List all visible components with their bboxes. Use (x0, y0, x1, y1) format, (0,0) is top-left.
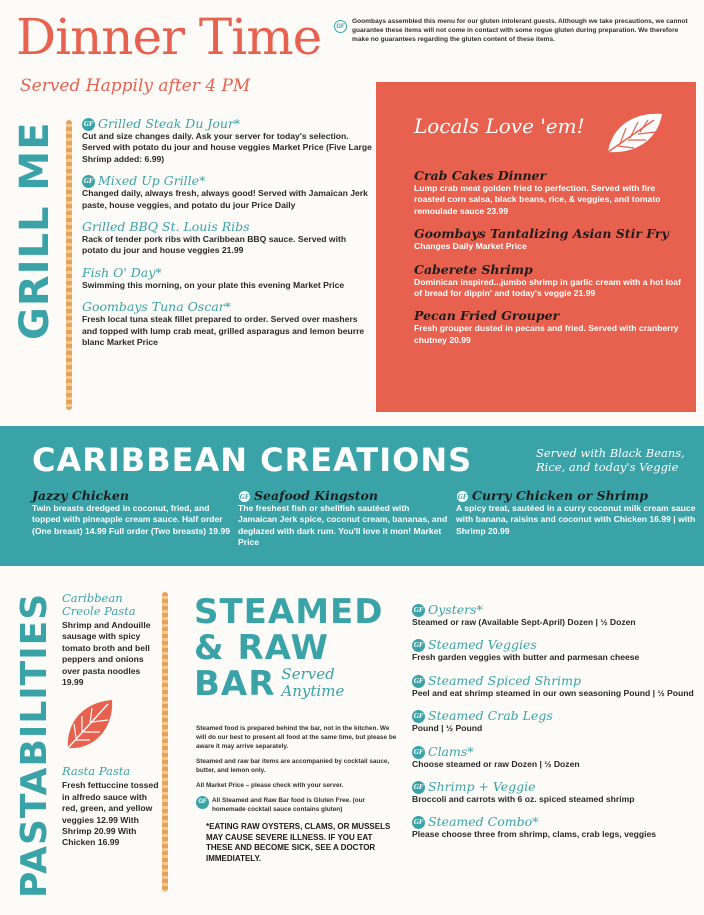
item-title: Shrimp + Veggie (428, 779, 536, 795)
gluten-free-icon: GF (456, 490, 469, 503)
item-description: Changes Daily Market Price (414, 241, 527, 252)
steamed-heading-line: STEAMED (194, 592, 384, 632)
item-title: Pecan Fried Grouper (414, 308, 560, 324)
item-description: Please choose three from shrimp, clams, crab legs, veggies (412, 829, 657, 840)
note-text: Steamed food is prepared behind the bar, not in the kitchen. We will do our best to present all food at the same time, but please be aware it may arrive separately. (196, 725, 397, 750)
gluten-free-icon: GF (334, 20, 347, 33)
item-description: The freshest fish or shellfish sautéed with Jamaican Jerk spice, coconut cream, bananas, and deglazed with dark rum. You'll love it mon! Market Price (238, 503, 448, 548)
gluten-disclaimer: Goombays assembled this menu for our gluten intolerant guests. Although we take precautions, we cannot guarantee these items will not come in contact with some rogue gluten during preparation. We therefore make no guarantees regarding the gluten content of these items. (352, 18, 688, 43)
menu-item (82, 265, 372, 291)
item-description: Changed daily, always fresh, always good! Served with Jamaican Jerk paste, house veggies, and potato du jour Price Daily (82, 188, 368, 210)
wheat-decoration (162, 592, 168, 892)
item-description: Dominican inspired...jumbo shrimp in garlic cream with a hot loaf of bread for dippin' and today's veggie 21.99 (414, 276, 681, 299)
menu-item (412, 744, 700, 770)
menu-item (82, 173, 372, 211)
gluten-free-icon: GF (412, 604, 425, 617)
item-title: Seafood Kingston (254, 488, 378, 503)
pasta-menu (62, 592, 162, 849)
page-title: Dinner Time (16, 8, 322, 66)
menu-item (32, 488, 232, 537)
menu-item (62, 592, 162, 688)
menu-item (414, 168, 684, 217)
menu-item (238, 488, 450, 549)
gluten-free-icon: GF (412, 710, 425, 723)
item-description: Rack of tender pork ribs with Caribbean BBQ sauce. Served with potato du jour and house veggies 21.99 (82, 234, 347, 256)
item-title: Jazzy Chicken (32, 488, 129, 503)
item-title: Fish O' Day* (82, 264, 162, 280)
raw-food-warning: *EATING RAW OYSTERS, CLAMS, OR MUSSELS MAY CAUSE SEVERE ILLNESS. IF YOU EAT THESE AND BECOME SICK, SEE A DOCTOR IMMEDIATELY. (206, 822, 391, 863)
menu-item (412, 779, 700, 805)
item-title: Caribbean Creole Pasta (62, 591, 136, 618)
section-label-grill-me: GRILL ME (12, 121, 58, 340)
locals-love-em-panel (376, 82, 696, 412)
gluten-free-icon: GF (412, 639, 425, 652)
item-description: Fresh fettuccine tossed in alfredo sauce with red, green, and yellow veggies 12.99 With Shrimp 20.99 With Chicken 16.99 (62, 780, 159, 848)
steamed-heading-script: Served Anytime (281, 665, 345, 700)
item-description: Choose steamed or raw Dozen | ½ Dozen (412, 758, 580, 769)
item-title: Steamed Veggies (428, 637, 537, 653)
item-title: Crab Cakes Dinner (414, 168, 547, 183)
item-title: Steamed Spiced Shrimp (428, 672, 582, 688)
item-description: Peel and eat shrimp steamed in our own seasoning Pound | ½ Pound (412, 687, 694, 698)
menu-item (82, 116, 372, 165)
menu-item (412, 637, 700, 663)
caribbean-creations-band (0, 426, 704, 566)
item-description: Fresh grouper dusted in pecans and fried. Served with cranberry chutney 20.99 (414, 323, 679, 345)
gluten-free-icon: GF (412, 816, 425, 829)
steamed-heading-line: BAR (194, 664, 276, 704)
menu-item (412, 814, 700, 840)
item-title: Mixed Up Grille* (98, 173, 206, 189)
leaf-icon (62, 696, 118, 756)
steamed-heading-line: & RAW (194, 628, 329, 668)
caribbean-note: Served with Black Beans, Rice, and today's Veggie (536, 446, 685, 474)
item-title: Steamed Combo* (428, 814, 539, 830)
page-subtitle: Served Happily after 4 PM (20, 76, 251, 96)
steamed-heading (194, 594, 384, 702)
grill-menu (82, 116, 372, 348)
menu-item (414, 226, 684, 252)
steamed-notes (196, 724, 398, 864)
item-description: Lump crab meat golden fried to perfection. Served with fire roasted corn salsa, black beans, rice, & veggies, and tomato remoulade sauce 23.99 (414, 183, 661, 216)
item-title: Rasta Pasta (62, 764, 131, 779)
menu-item (412, 708, 700, 734)
menu-item (62, 765, 162, 848)
item-title: Clams* (428, 743, 474, 759)
menu-item (414, 308, 684, 346)
item-description: Shrimp and Andouille sausage with spicy tomato broth and bell peppers and onions over pasta noodles 19.99 (62, 620, 151, 688)
item-title: Oysters* (428, 602, 483, 617)
item-description: Swimming this morning, on your plate this evening Market Price (82, 279, 345, 290)
gluten-free-icon: GF (238, 490, 251, 503)
locals-list (414, 168, 684, 346)
menu-item (414, 262, 684, 300)
gluten-free-icon: GF (196, 796, 209, 809)
menu-item (412, 602, 700, 628)
menu-item (82, 299, 372, 348)
item-description: Steamed or raw (Available Sept-April) Dozen | ½ Dozen (412, 617, 636, 627)
section-label-pastabilities: PASTABILITIES (14, 592, 55, 898)
note-text: All Steamed and Raw Bar food is Gluten Free. (our homemade cocktail sauce contains gluten) (212, 797, 366, 813)
menu-item (82, 219, 372, 257)
gluten-free-icon: GF (82, 175, 95, 188)
gluten-free-icon: GF (412, 781, 425, 794)
wheat-decoration (66, 120, 72, 410)
leaf-icon (604, 108, 666, 158)
menu-item (456, 488, 696, 537)
item-description: Fresh garden veggies with butter and parmesan cheese (412, 652, 640, 663)
item-description: Broccoli and carrots with 6 oz. spiced steamed shrimp (412, 794, 635, 805)
caribbean-heading: CARIBBEAN CREATIONS (32, 441, 473, 479)
item-title: Goombays Tuna Oscar* (82, 299, 231, 315)
gluten-free-icon: GF (82, 118, 95, 131)
item-description: Pound | ½ Pound (412, 723, 483, 734)
steamed-menu (412, 602, 700, 841)
gluten-free-icon: GF (412, 746, 425, 759)
gluten-free-icon: GF (412, 675, 425, 688)
note-text: Steamed and raw bar items are accompanied by cocktail sauce, butter, and lemon only. (196, 758, 390, 774)
item-description: Cut and size changes daily. Ask your server for today's selection. Served with potato du jour and house veggies Market Price (Five Large Shrimp added: 6.99) (82, 131, 372, 164)
menu-item (412, 673, 700, 699)
item-title: Grilled BBQ St. Louis Ribs (82, 219, 250, 235)
item-description: Twin breasts dredged in coconut, fried, and topped with pineapple cream sauce. Half order (One breast) 14.99 Full order (Two breasts) 19.99 (32, 503, 231, 536)
item-description: A spicy treat, sautéed in a curry coconut milk cream sauce with banana, raisins and coconut with Chicken 16.99 | with Shrimp 20.99 (456, 503, 696, 536)
item-title: Grilled Steak Du Jour* (98, 116, 241, 131)
item-title: Curry Chicken or Shrimp (472, 488, 648, 503)
item-title: Steamed Crab Legs (428, 708, 553, 724)
note-text: All Market Price – please check with your server. (196, 782, 344, 789)
locals-heading: Locals Love 'em! (414, 114, 585, 138)
item-title: Caberete Shrimp (414, 261, 533, 277)
item-title: Goombays Tantalizing Asian Stir Fry (414, 226, 669, 242)
item-description: Fresh local tuna steak fillet prepared to order. Served over mashers and topped with lump crab meat, grilled asparagus and lemon beurre blanc Market Price (82, 314, 365, 348)
